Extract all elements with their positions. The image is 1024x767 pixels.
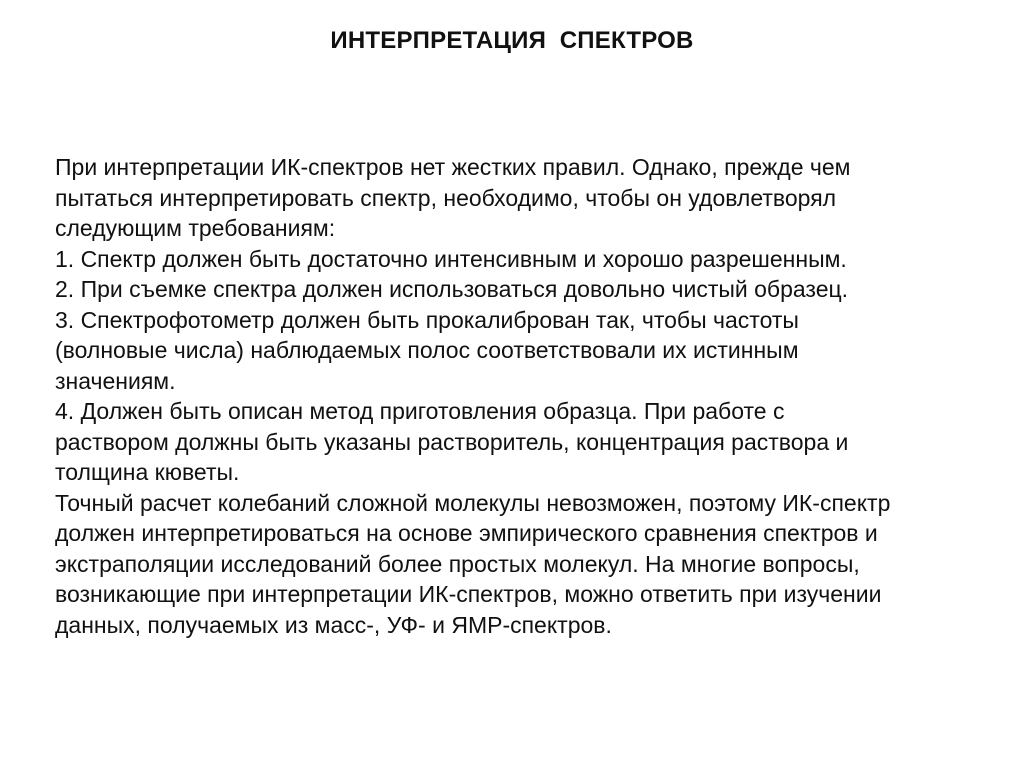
list-item-3: 3. Спектрофотометр должен быть прокалиброван так, чтобы частоты [55,306,799,333]
conclusion-line: должен интерпретироваться на основе эмпирического сравнения спектров и [55,520,878,546]
list-item-1: 1. Спектр должен быть достаточно интенсивным и хорошо разрешенным. [55,245,847,272]
conclusion-line: экстраполяции исследований более простых молекул. На многие вопросы, [55,550,860,577]
list-item-3-continued: (волновые числа) наблюдаемых полос соответствовали их истинным [55,337,799,363]
body-line: При интерпретации ИК-спектров нет жестких правил. Однако, прежде чем [55,154,851,180]
list-item-4-continued: толщина кюветы. [55,459,240,485]
conclusion-line: Точный расчет колебаний сложной молекулы невозможен, поэтому ИК-спектр [55,489,891,516]
body-line: следующим требованиям: [55,215,336,241]
slide-body [55,152,1005,640]
list-item-4-continued: раствором должны быть указаны растворитель, концентрация раствора и [55,428,849,455]
slide-title: ИНТЕРПРЕТАЦИЯ СПЕКТРОВ [330,27,694,54]
conclusion-line: возникающие при интерпретации ИК-спектров, можно ответить при изучении [55,581,882,607]
conclusion-line: данных, получаемых из масс-, УФ- и ЯМР-спектров. [55,611,612,638]
list-item-4: 4. Должен быть описан метод приготовления образца. При работе с [55,398,785,424]
body-line: пытаться интерпретировать спектр, необходимо, чтобы он удовлетворял [55,184,837,211]
list-item-2: 2. При съемке спектра должен использоваться довольно чистый образец. [55,276,849,302]
list-item-3-continued: значениям. [55,367,176,394]
